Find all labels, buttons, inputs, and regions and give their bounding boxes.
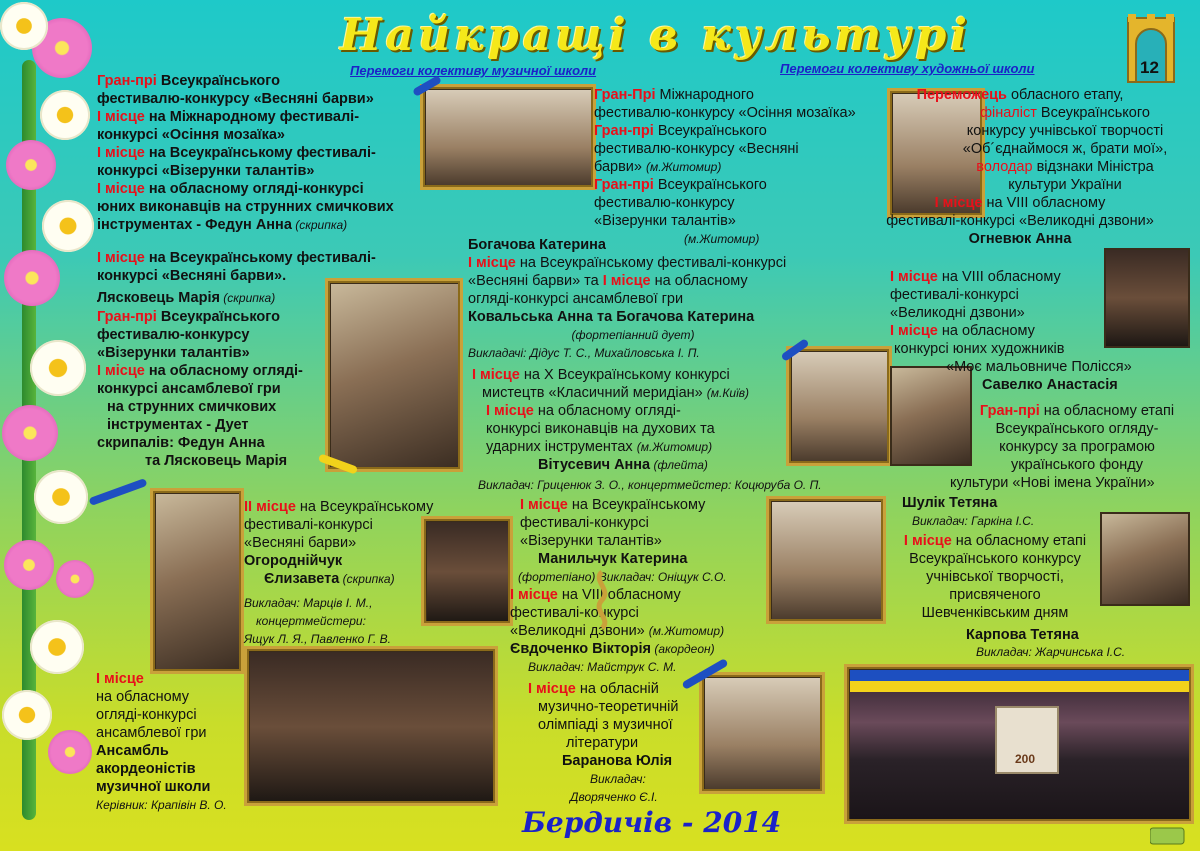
award-text: огляді-конкурсі ансамблевої гри bbox=[468, 291, 684, 307]
award-label: І місце bbox=[486, 403, 534, 419]
award-text: Всеукраїнського bbox=[156, 309, 280, 325]
art-school-subhead: Перемоги колективу художньої школи bbox=[780, 61, 1035, 76]
student-name: Баранова Юлія bbox=[562, 753, 673, 769]
student-name: Богачова Катерина bbox=[468, 237, 606, 253]
teacher-note: Викладач: Марців І. М., bbox=[244, 596, 373, 610]
daisy-icon bbox=[34, 470, 88, 524]
award-text: конкурсу за програмою bbox=[999, 439, 1155, 455]
page-number-badge bbox=[1126, 14, 1176, 84]
award-text: та bbox=[145, 453, 165, 469]
award-label: І місце bbox=[97, 109, 145, 125]
student-name: Федун Анна bbox=[205, 217, 292, 233]
music-school-subhead: Перемоги колективу музичної школи bbox=[350, 63, 597, 78]
award-label: Гран-прі bbox=[97, 73, 157, 89]
award-text: на обласному етапі bbox=[951, 533, 1087, 549]
award-text: фестивалю-конкурсу bbox=[97, 327, 250, 343]
photo-baranova bbox=[703, 676, 823, 792]
ribbon-decoration bbox=[88, 478, 147, 506]
award-text: «Великодні дзвони» bbox=[890, 305, 1025, 321]
award-text: українського фонду bbox=[1011, 457, 1143, 473]
award-text: «Візерунки талантів» bbox=[594, 213, 736, 229]
award-text: юних виконавців на струнних смичкових bbox=[97, 199, 394, 215]
award-label: І місце bbox=[602, 273, 651, 289]
award-text: олімпіаді з музичної bbox=[538, 717, 673, 733]
award-label: І місце bbox=[468, 255, 516, 271]
award-label: І місце bbox=[97, 250, 145, 266]
flower-icon bbox=[4, 250, 60, 306]
daisy-icon bbox=[42, 200, 94, 252]
award-label: І місце bbox=[890, 323, 938, 339]
award-label: Переможець bbox=[916, 87, 1007, 103]
award-text: на обласній bbox=[575, 681, 659, 697]
award-text: Дует bbox=[215, 417, 249, 433]
page-number: 12 bbox=[1140, 58, 1159, 77]
student-name: Євдоченко Вікторія bbox=[510, 641, 651, 657]
teacher-note: Дворяченко Є.І. bbox=[570, 790, 658, 804]
city-note: (м.Житомир) bbox=[684, 232, 760, 246]
ensemble-name: акордеоністів bbox=[96, 761, 196, 777]
city-note: (м.Житомир) bbox=[646, 160, 722, 174]
award-text: на Всеукраїнському bbox=[295, 499, 434, 515]
instrument-note: (акордеон) bbox=[651, 642, 715, 656]
award-text: фестивалі-конкурсі «Великодні дзвони» bbox=[886, 213, 1154, 229]
page-title: Найкращі в культурі bbox=[340, 10, 971, 61]
award-text: Всеукраїнського огляду- bbox=[995, 421, 1159, 437]
award-text: на Всеукраїнському фестивалі- bbox=[144, 250, 376, 266]
teacher-note: Викладач: Гаркіна І.С. bbox=[912, 514, 1035, 528]
photo-manylchuk bbox=[770, 500, 884, 622]
award-text: на обласному bbox=[650, 273, 748, 289]
award-label: фіналіст bbox=[980, 105, 1037, 121]
award-label: Гран-прі bbox=[594, 123, 654, 139]
student-name: Єлизавета bbox=[264, 571, 340, 587]
award-text: на обласному bbox=[96, 689, 190, 705]
instrument-note: (скрипка) bbox=[291, 218, 348, 232]
award-label: І місце bbox=[520, 497, 568, 513]
award-text: ансамблевої гри bbox=[96, 725, 207, 741]
award-label: І місце bbox=[510, 587, 558, 603]
instrument-note: (скрипка) bbox=[339, 572, 395, 586]
award-label: І місце bbox=[472, 367, 520, 383]
award-text: фестивалі-конкурсі bbox=[890, 287, 1019, 303]
student-name: Ковальська Анна та Богачова Катерина bbox=[468, 309, 755, 325]
award-text: на VIII обласному bbox=[937, 269, 1061, 285]
teacher-note: Викладач: Гриценюк З. О., концертмейстер: Коцюруба О. П. bbox=[478, 478, 822, 492]
award-text: на VIII обласному bbox=[557, 587, 681, 603]
award-text: конкурсі виконавців на духових та bbox=[486, 421, 715, 437]
award-text: Всеукраїнського bbox=[1036, 105, 1150, 121]
award-label: І місце bbox=[890, 269, 938, 285]
award-label: володар bbox=[976, 159, 1033, 175]
award-text: Всеукраїнського конкурсу bbox=[909, 551, 1081, 567]
student-name: Савелко Анастасія bbox=[982, 377, 1118, 393]
award-text: на обласному огляді- bbox=[533, 403, 681, 419]
award-text: фестивалю-конкурсу «Осіння мозаїка» bbox=[594, 105, 856, 121]
award-text: фестивалю-конкурсу bbox=[594, 195, 735, 211]
award-text: фестивалю-конкурсу «Весняні bbox=[594, 141, 799, 157]
flag-banner bbox=[850, 670, 1190, 692]
photo-ogorodniichuk bbox=[154, 492, 242, 672]
instrument-note: (флейта) bbox=[650, 458, 708, 472]
city-note: (м.Київ) bbox=[706, 386, 749, 400]
daisy-icon bbox=[30, 340, 86, 396]
award-label: Гран-Прі bbox=[594, 87, 656, 103]
award-text: присвяченого bbox=[949, 587, 1041, 603]
ensemble-name: Ансамбль bbox=[96, 743, 169, 759]
award-text: обласного етапу, bbox=[1006, 87, 1124, 103]
student-name: Манильчук Катерина bbox=[538, 551, 688, 567]
award-text: конкурсі юних художників bbox=[894, 341, 1065, 357]
right-block-savelko bbox=[880, 268, 1180, 394]
award-text: фестивалю-конкурсу «Весняні барви» bbox=[97, 91, 374, 107]
award-label: Гран-прі bbox=[594, 177, 654, 193]
teacher-note: Ящук Л. Я., Павленко Г. В. bbox=[244, 632, 392, 646]
award-text: на Всеукраїнському фестивалі- bbox=[144, 145, 376, 161]
ensemble-name: музичної школи bbox=[96, 779, 211, 795]
footer-city-year: Бердичів - 2014 bbox=[522, 806, 782, 839]
award-text: «Візерунки талантів» bbox=[97, 345, 250, 361]
award-text: музично-теоретичній bbox=[538, 699, 679, 715]
award-text: конкурсі ансамблевої гри bbox=[97, 381, 281, 397]
award-text: конкурсі «Весняні барви». bbox=[97, 268, 287, 284]
flower-icon bbox=[56, 560, 94, 598]
award-text: учнівської творчості, bbox=[926, 569, 1064, 585]
teacher-note: Викладачі: Дідус Т. С., Михайловська І. П. bbox=[468, 346, 700, 360]
photo-karpova bbox=[1100, 512, 1190, 606]
daisy-icon bbox=[0, 2, 48, 50]
award-text: фестивалі-конкурсі bbox=[520, 515, 649, 531]
teacher-note: Викладач: Майструк С. М. bbox=[528, 660, 677, 674]
award-text: Всеукраїнського bbox=[156, 73, 280, 89]
daisy-icon bbox=[30, 620, 84, 674]
left-block-ensemble bbox=[96, 670, 256, 814]
award-text: на струнних смичкових bbox=[107, 399, 277, 415]
student-name: Огневюк Анна bbox=[968, 231, 1072, 247]
award-text: на VIII обласному bbox=[982, 195, 1106, 211]
photo-bogachova-group bbox=[424, 88, 594, 188]
middle-block-baranova bbox=[528, 680, 698, 806]
award-label: І місце bbox=[96, 671, 144, 687]
flower-icon bbox=[2, 405, 58, 461]
award-label: І місце bbox=[97, 363, 145, 379]
student-name: скрипалів: Федун Анна bbox=[97, 435, 265, 451]
award-text: «Весняні барви» та bbox=[468, 273, 603, 289]
anniversary-label: 200 bbox=[1015, 752, 1036, 766]
award-text: на Х Всеукраїнському конкурсі bbox=[519, 367, 730, 383]
watermark-logo-icon bbox=[1150, 826, 1186, 846]
student-name: Лясковець Марія bbox=[97, 290, 220, 306]
award-label: Гран-прі bbox=[979, 403, 1040, 419]
student-name: Лясковець Марія bbox=[164, 453, 288, 469]
leader-note: Керівник: Крапівін В. О. bbox=[96, 798, 227, 812]
photo-vitusevych bbox=[790, 350, 890, 464]
award-text: на обласному огляді-конкурсі bbox=[144, 181, 364, 197]
middle-block-duet bbox=[468, 236, 808, 362]
left-block-awards-3 bbox=[97, 308, 337, 470]
award-text: конкурсі «Осіння мозаїка» bbox=[97, 127, 285, 143]
award-text: Шевченківським дням bbox=[921, 605, 1069, 621]
award-text: барви» bbox=[594, 159, 646, 175]
middle-block-manylchuk bbox=[510, 496, 770, 676]
award-label: ІІ місце bbox=[244, 499, 296, 515]
award-label: І місце bbox=[903, 533, 952, 549]
right-block-shulik bbox=[964, 402, 1190, 474]
award-text: ударних інструментах bbox=[486, 439, 637, 455]
award-text: Міжнародного bbox=[655, 87, 754, 103]
award-text: на Міжнародному фестивалі- bbox=[144, 109, 360, 125]
award-text: на обласному bbox=[937, 323, 1035, 339]
city-note: (м.Житомир) bbox=[648, 624, 725, 638]
award-label: І місце bbox=[934, 195, 983, 211]
daisy-icon bbox=[40, 90, 90, 140]
teacher-note: Викладач: Жарчинська І.С. bbox=[976, 645, 1126, 659]
teacher-note: Викладач: bbox=[590, 772, 646, 786]
right-block-ogneviuk bbox=[850, 86, 1190, 248]
student-name: Огороднійчук bbox=[244, 553, 343, 569]
gold-scroll-icon bbox=[590, 570, 614, 630]
award-text: «Великодні дзвони» bbox=[510, 623, 649, 639]
award-text: Всеукраїнського bbox=[653, 123, 767, 139]
award-text: культури України bbox=[1008, 177, 1122, 193]
flower-icon bbox=[4, 540, 54, 590]
left-block-awards-1 bbox=[97, 72, 417, 234]
award-text: на Всеукраїнському bbox=[567, 497, 706, 513]
award-text: огляді-конкурсі bbox=[96, 707, 197, 723]
photo-choir-concert bbox=[848, 668, 1192, 822]
award-text: мистецтв «Класичний меридіан» bbox=[482, 385, 707, 401]
award-label: І місце bbox=[97, 181, 145, 197]
right-block-karpova bbox=[890, 532, 1100, 622]
award-text: конкурсу учнівської творчості bbox=[966, 123, 1164, 139]
award-text: «Весняні барви» bbox=[244, 535, 357, 551]
award-text: інструментах - bbox=[97, 217, 206, 233]
award-text: на обласному етапі bbox=[1039, 403, 1175, 419]
award-label: І місце bbox=[528, 681, 576, 697]
award-text: фестивалі-конкурсі bbox=[510, 605, 639, 621]
award-text: фестивалі-конкурсі bbox=[244, 517, 373, 533]
student-name: Карпова Тетяна bbox=[966, 627, 1079, 643]
instrument-note: (фортепіанний дует) bbox=[571, 328, 695, 342]
shevchenko-portrait bbox=[995, 706, 1059, 774]
middle-block-vitusevych bbox=[468, 366, 788, 474]
award-text: «Візерунки талантів» bbox=[520, 533, 662, 549]
award-text: «Об´єднаймося ж, брати мої», bbox=[962, 141, 1168, 157]
award-text: на обласному огляді- bbox=[144, 363, 303, 379]
flower-icon bbox=[48, 730, 92, 774]
middle-block-bogachova bbox=[594, 86, 894, 248]
teacher-note: концертмейстери: bbox=[256, 614, 366, 628]
award-text: інструментах - bbox=[107, 417, 216, 433]
instrument-note: (скрипка) bbox=[219, 291, 276, 305]
award-label: Гран-прі bbox=[97, 309, 157, 325]
photo-accordion-ensemble bbox=[248, 650, 496, 804]
city-note: (м.Житомир) bbox=[636, 440, 713, 454]
student-name: Шулік Тетяна bbox=[902, 495, 998, 511]
student-name: Вітусевич Анна bbox=[538, 457, 651, 473]
photo-violin-duet bbox=[329, 282, 461, 470]
teacher-note: (фортепіано) Викладач: Оніщук С.О. bbox=[518, 570, 727, 584]
award-text: «Моє мальовниче Полісся» bbox=[946, 359, 1132, 375]
award-text: літератури bbox=[566, 735, 639, 751]
ogorodniichuk-block bbox=[244, 498, 464, 648]
award-text: відзнаки Міністра bbox=[1032, 159, 1154, 175]
daisy-icon bbox=[2, 690, 52, 740]
award-label: І місце bbox=[97, 145, 145, 161]
award-text: конкурсі «Візерунки талантів» bbox=[97, 163, 315, 179]
award-text: на Всеукраїнському фестивалі-конкурсі bbox=[515, 255, 787, 271]
award-text: Всеукраїнського bbox=[653, 177, 767, 193]
award-text: культури «Нові імена України» bbox=[950, 475, 1155, 491]
flower-icon bbox=[6, 140, 56, 190]
